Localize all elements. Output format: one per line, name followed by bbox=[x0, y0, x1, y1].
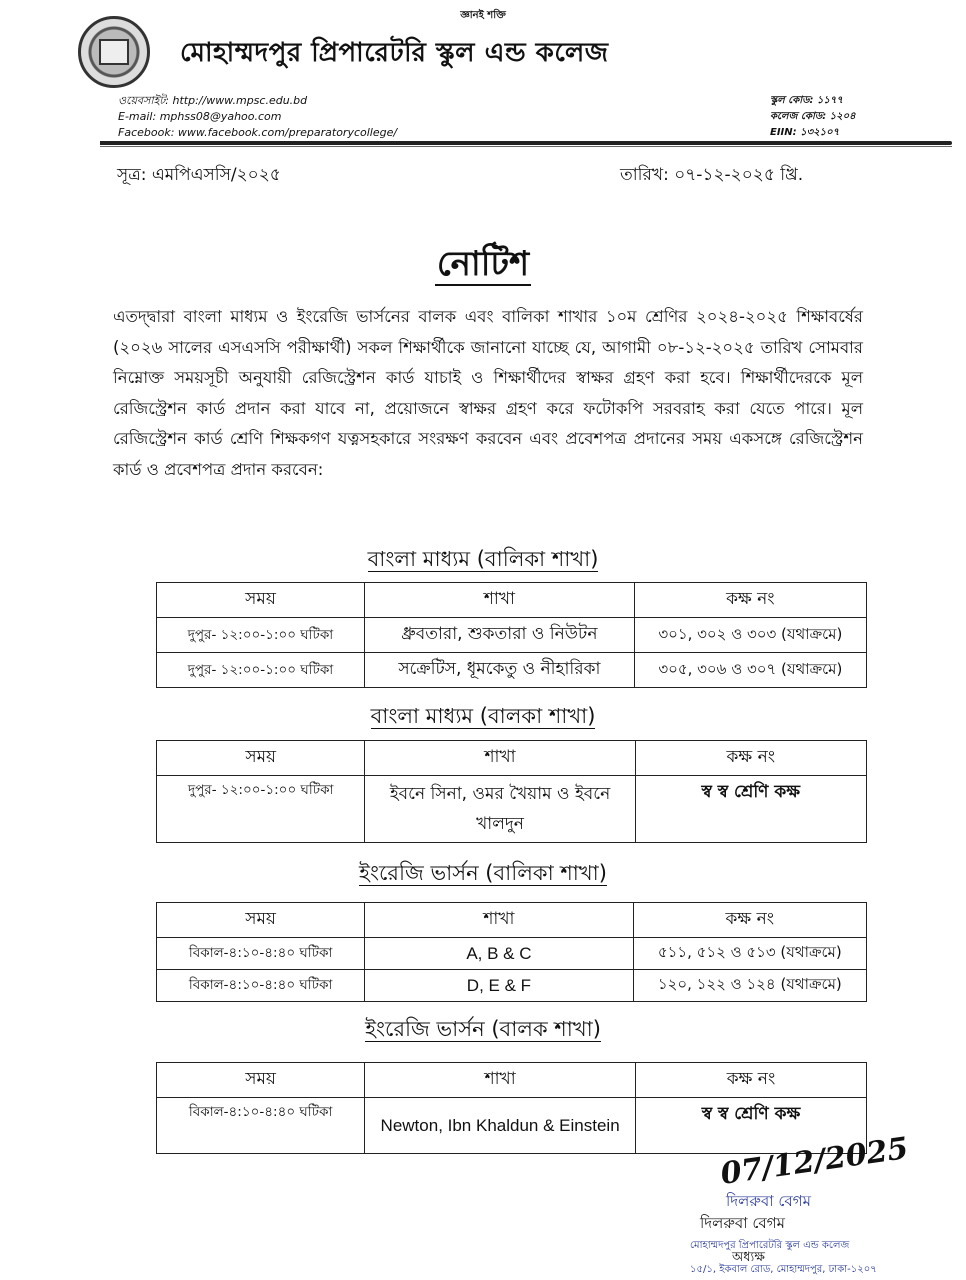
header-time: সময় bbox=[157, 903, 365, 938]
header-section: শাখা bbox=[365, 583, 635, 618]
cell-time: বিকাল-৪:১০-৪:৪০ ঘটিকা bbox=[157, 970, 365, 1002]
table-row bbox=[157, 653, 867, 688]
stamp-name: দিলরুবা বেগম bbox=[726, 1192, 811, 1210]
table-header-row bbox=[157, 1063, 867, 1098]
schedule-table-bangla-girls bbox=[156, 582, 867, 688]
cell-room: ৩০১, ৩০২ ও ৩০৩ (যথাক্রমে) bbox=[634, 618, 866, 653]
schedule-table-english-girls bbox=[156, 902, 867, 1002]
header-divider-thin bbox=[100, 146, 952, 147]
facebook-link[interactable]: Facebook: www.facebook.com/preparatorycollege/ bbox=[118, 126, 398, 139]
section-title-bangla-girls bbox=[0, 543, 966, 578]
table-header-row bbox=[157, 741, 867, 776]
stamp-address: ১৫/১, ইকবাল রোড, মোহাম্মদপুর, ঢাকা-১২০৭ bbox=[690, 1264, 877, 1275]
cell-room: ৩০৫, ৩০৬ ও ৩০৭ (যথাক্রমে) bbox=[634, 653, 866, 688]
cell-section: Newton, Ibn Khaldun & Einstein bbox=[365, 1098, 636, 1154]
school-name: মোহাম্মদপুর প্রিপারেটরি স্কুল এন্ড কলেজ bbox=[180, 38, 609, 68]
notice-body: এতদ্দ্বারা বাংলা মাধ্যম ও ইংরেজি ভার্সনের বালক এবং বালিকা শাখার ১০ম শ্রেণির ২০২৪-২০২৫ শিক্ষাবর্ষের (২০২৬ সালের এসএসসি পরীক্ষার্থী) সকল শিক্ষার্থীকে জানানো যাচ্ছে যে, আগামী ০৮-১২-২০২৫ তারিখ সোমবার নিম্নোক্ত সময়সূচী অনুযায়ী রেজিস্ট্রেশন কার্ড যাচাই ও শিক্ষার্থীদের স্বাক্ষর গ্রহণ করা হবে। শিক্ষার্থীদেরকে মূল রেজিস্ট্রেশন কার্ড প্রদান করা যাবে না, প্রয়োজনে স্বাক্ষর গ্রহণ করে ফটোকপি সরবরাহ করা যেতে পারে। মূল রেজিস্ট্রেশন কার্ড শ্রেণি শিক্ষকগণ যত্নসহকারে সংরক্ষণ করবেন এবং প্রবেশপত্র প্রদানের সময় একসঙ্গে রেজিস্ট্রেশন কার্ড ও প্রবেশপত্র প্রদান করবেন: bbox=[113, 307, 863, 479]
header-room: কক্ষ নং bbox=[633, 903, 866, 938]
section-title-text: ইংরেজি ভার্সন (বালক শাখা) bbox=[365, 1017, 601, 1041]
header-section: শাখা bbox=[365, 903, 633, 938]
notice-title: নোটিশ bbox=[436, 244, 530, 284]
contact-info bbox=[118, 93, 397, 141]
cell-time: বিকাল-৪:১০-৪:৪০ ঘটিকা bbox=[157, 938, 365, 970]
cell-time: দুপুর- ১২:০০-১:০০ ঘটিকা bbox=[157, 776, 365, 843]
section-title-text: বাংলা মাধ্যম (বালিকা শাখা) bbox=[367, 547, 599, 571]
header-section: শাখা bbox=[365, 1063, 636, 1098]
schedule-table-bangla-boys bbox=[156, 740, 867, 843]
header-room: কক্ষ নং bbox=[636, 1063, 867, 1098]
section-title-english-boys bbox=[0, 1013, 966, 1048]
header-time: সময় bbox=[157, 741, 365, 776]
college-code: কলেজ কোড: ১২০৪ bbox=[770, 111, 856, 122]
header-divider bbox=[100, 141, 952, 145]
institution-codes bbox=[770, 93, 856, 141]
cell-room: ১২০, ১২২ ও ১২৪ (যথাক্রমে) bbox=[633, 970, 866, 1002]
memo-date: তারিখ: ০৭-১২-২০২৫ খ্রি. bbox=[620, 165, 804, 185]
cell-room: ৫১১, ৫১২ ও ৫১৩ (যথাক্রমে) bbox=[633, 938, 866, 970]
school-motto: জ্ঞানই শক্তি bbox=[460, 10, 506, 21]
cell-time: দুপুর- ১২:০০-১:০০ ঘটিকা bbox=[157, 653, 365, 688]
logo-emblem bbox=[99, 39, 129, 65]
signature-block bbox=[690, 1131, 966, 1280]
cell-time: দুপুর- ১২:০০-১:০০ ঘটিকা bbox=[157, 618, 365, 653]
cell-section: সক্রেটিস, ধূমকেতু ও নীহারিকা bbox=[365, 653, 635, 688]
cell-room: স্ব স্ব শ্রেণি কক্ষ bbox=[635, 776, 866, 843]
header-section: শাখা bbox=[365, 741, 635, 776]
principal-designation: অধ্যক্ষ bbox=[732, 1250, 765, 1265]
school-logo-icon bbox=[78, 16, 150, 88]
section-title-bangla-boys bbox=[0, 700, 966, 735]
table-row bbox=[157, 618, 867, 653]
section-title-text: বাংলা মাধ্যম (বালকা শাখা) bbox=[370, 704, 596, 728]
cell-section: ইবনে সিনা, ওমর খৈয়াম ও ইবনে খালদুন bbox=[365, 776, 635, 843]
section-title-english-girls bbox=[0, 857, 966, 892]
section-title-text: ইংরেজি ভার্সন (বালিকা শাখা) bbox=[359, 861, 607, 885]
table-row bbox=[157, 970, 867, 1002]
principal-name: দিলরুবা বেগম bbox=[700, 1214, 785, 1232]
school-code: স্কুল কোড: ১১৭৭ bbox=[770, 95, 843, 106]
table-header-row bbox=[157, 903, 867, 938]
notice-title-wrap bbox=[0, 238, 966, 295]
cell-section: D, E & F bbox=[365, 970, 633, 1002]
email-link[interactable]: E-mail: mphss08@yahoo.com bbox=[118, 110, 282, 123]
memo-reference: সূত্র: এমপিএসসি/২০২৫ bbox=[117, 165, 281, 185]
cell-section: ধ্রুবতারা, শুকতারা ও নিউটন bbox=[365, 618, 635, 653]
cell-section: A, B & C bbox=[365, 938, 633, 970]
header-room: কক্ষ নং bbox=[635, 741, 866, 776]
handwritten-signature: 07/12/2025 bbox=[718, 1131, 911, 1192]
cell-room: স্ব স্ব শ্রেণি কক্ষ bbox=[636, 1098, 867, 1154]
table-header-row bbox=[157, 583, 867, 618]
header-time: সময় bbox=[157, 1063, 365, 1098]
table-row bbox=[157, 776, 867, 843]
header-room: কক্ষ নং bbox=[634, 583, 866, 618]
header-time: সময় bbox=[157, 583, 365, 618]
eiin-code: EIIN: ১৩২১০৭ bbox=[770, 127, 840, 138]
table-row bbox=[157, 938, 867, 970]
stamp-school-name: মোহাম্মদপুর প্রিপারেটরি স্কুল এন্ড কলেজ bbox=[690, 1240, 850, 1251]
cell-time: বিকাল-৪:১০-৪:৪০ ঘটিকা bbox=[157, 1098, 365, 1154]
website-link[interactable]: ওয়েবসাইট: http://www.mpsc.edu.bd bbox=[118, 94, 308, 107]
